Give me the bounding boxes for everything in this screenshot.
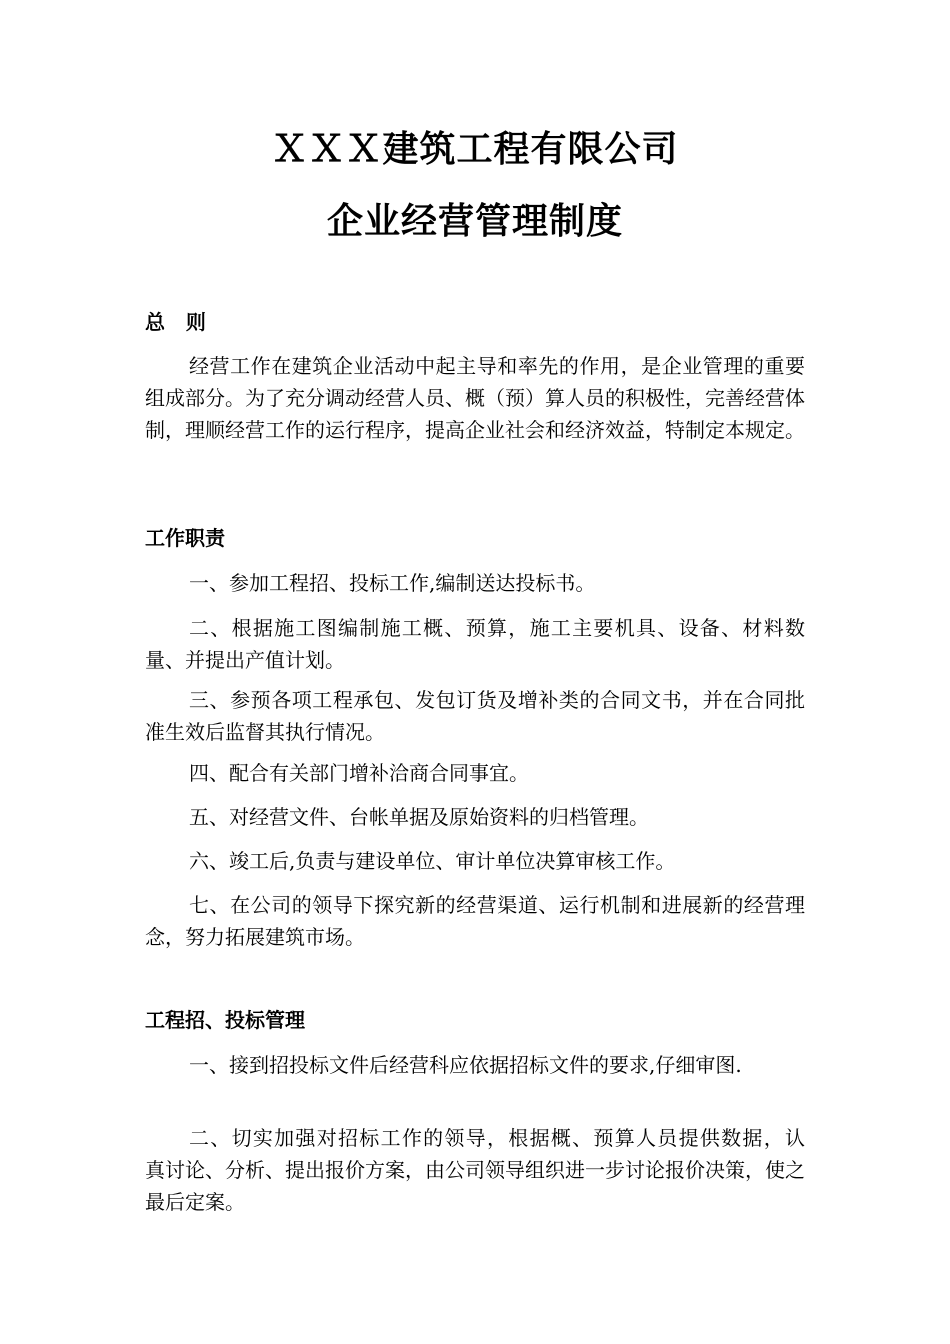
section-heading-general: 总 则: [145, 310, 206, 334]
paragraph-duty-6: 六、竣工后,负责与建设单位、审计单位决算审核工作。: [189, 849, 676, 873]
paragraph-bidding-2: 二、切实加强对招标工作的领导，根据概、预算人员提供数据，认 真讨论、分析、提出报价方案，由公司领导组织进一步讨论报价决策，使之最后定案。: [145, 1126, 825, 1214]
section-heading-bidding: 工程招、投标管理: [145, 1008, 305, 1032]
section-heading-duties: 工作职责: [145, 526, 225, 550]
document-title-company: ＸＸＸ建筑工程有限公司: [271, 129, 679, 170]
paragraph-duty-7: 七、在公司的领导下探究新的经营渠道、运行机制和进展新的经营理念，努力拓展建筑市场。: [145, 893, 805, 949]
paragraph-duty-2: 二、根据施工图编制施工概、预算，施工主要机具、设备、材料数量、并提出产值计划。: [145, 616, 805, 672]
paragraph-bidding-1: 一、接到招投标文件后经营科应依据招标文件的要求,仔细审图.: [189, 1053, 742, 1077]
document-title-subject: 企业经营管理制度: [326, 201, 623, 242]
paragraph-duty-4: 四、配合有关部门增补洽商合同事宜。: [189, 761, 529, 785]
paragraph-duty-3: 三、参预各项工程承包、发包订货及增补类的合同文书，并在合同批准生效后监督其执行情况。: [145, 688, 805, 744]
paragraph-general-intro: 经营工作在建筑企业活动中起主导和率先的作用，是企业管理的重要组成部分。为了充分调动经营人员、概（预）算人员的积极性，完善经营体制，理顺经营工作的运行程序，提高企业社会和经济效益，特制定本规定。: [145, 354, 805, 442]
paragraph-duty-1: 一、参加工程招、投标工作,编制送达投标书。: [189, 571, 596, 595]
paragraph-duty-5: 五、对经营文件、台帐单据及原始资料的归档管理。: [189, 805, 649, 829]
